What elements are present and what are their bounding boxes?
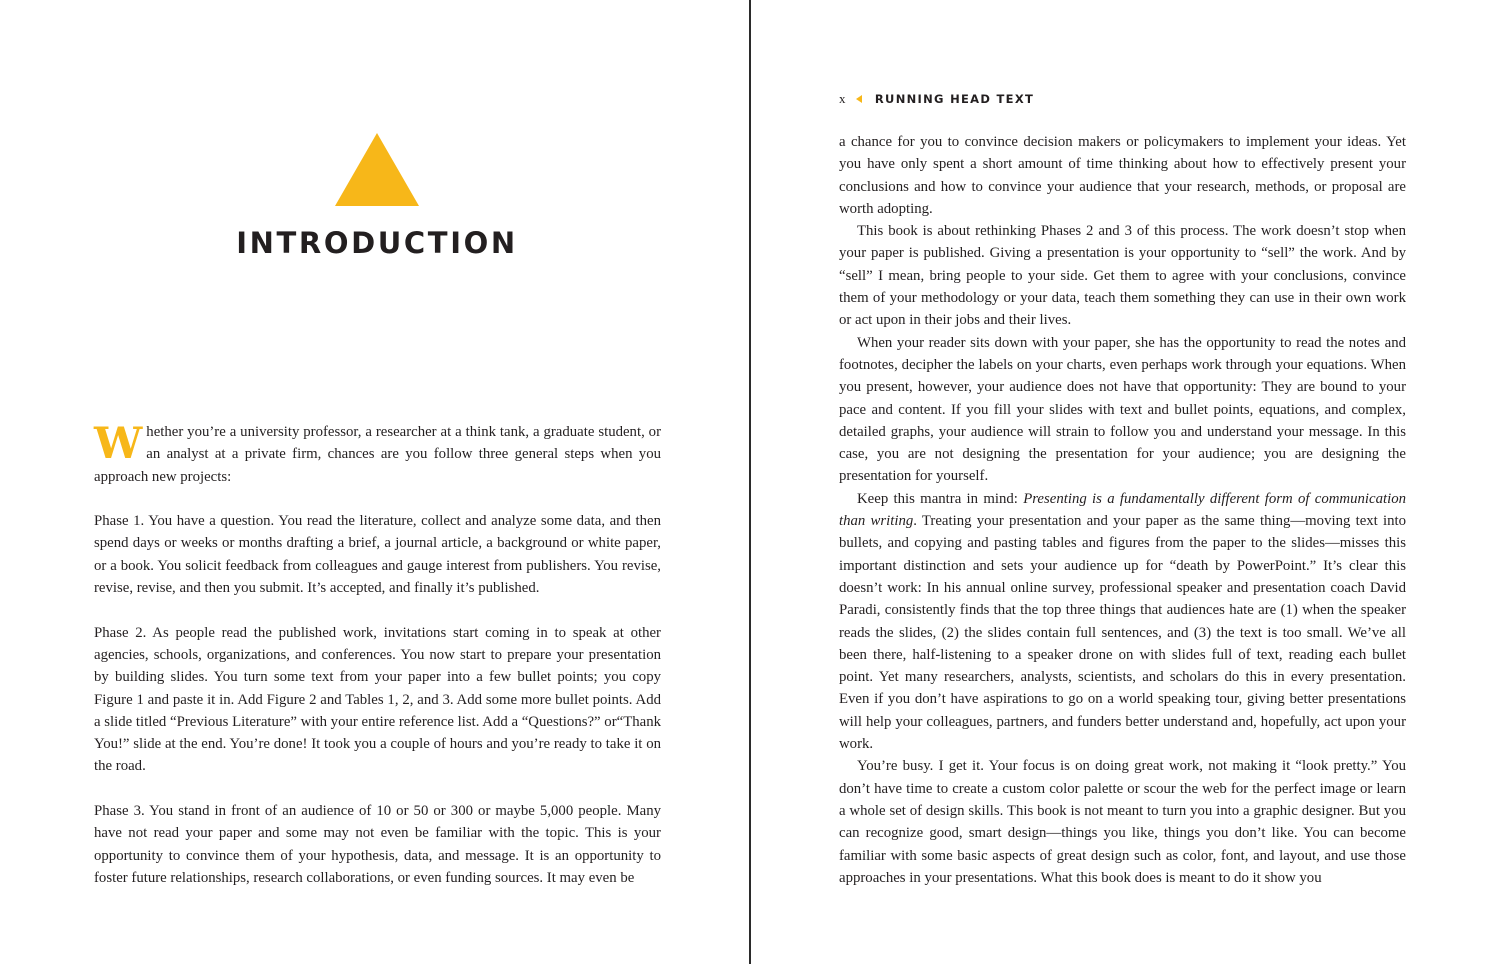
chapter-title: INTRODUCTION xyxy=(236,226,518,260)
running-head-marker-icon xyxy=(856,95,862,103)
phase-2-paragraph: Phase 2. As people read the published work, invitations start coming in to speak at other agencies, schools, organizations, and conferences. You now start to prepare your presentation by building slides. You turn some text from your paper into a few bullet points; you copy Figure 1 and paste it in. Add Figure 2 and Tables 1, 2, and 3. Add some more bullet points. Add a slide titled “Previous Literature” with your entire reference list. Add a “Questions?” or“Thank You!” slide at the end. You’re done! It took you a couple of hours and you’re ready to take it on the road. xyxy=(94,624,662,775)
running-head xyxy=(839,90,1034,108)
rethinking-paragraph: This book is about rethinking Phases 2 and 3 of this process. The work doesn’t stop when your paper is published. Giving a presentation is your opportunity to “sell” the work. And by “sell” I mean, bring people to your side. Get them to agree with your conclusions, convince them of your methodology or your data, teach them something they can use in their own work or act upon in their jobs and their lives. xyxy=(839,223,1406,329)
opening-paragraph-text: hether you’re a university professor, a researcher at a think tank, a graduate student, or an analyst at a private firm, chances are you follow three general steps when you approach new projects: xyxy=(94,424,661,485)
drop-cap: W xyxy=(94,419,143,469)
phase-3-paragraph: Phase 3. You stand in front of an audience of 10 or 50 or 300 or maybe 5,000 people. Many have not read your paper and some may not even be familiar with the topic. This is your opportunity to convince them of your hypothesis, data, and message. It is an opportunity to foster future relationships, research collaborations, or even funding sources. It may even be xyxy=(94,803,661,886)
page-number: x xyxy=(839,91,847,106)
left-page xyxy=(0,0,749,964)
mantra-paragraph xyxy=(839,488,1406,756)
left-body-text xyxy=(94,421,661,889)
opening-paragraph xyxy=(94,421,661,488)
mantra-emphasis: Presenting is a fundamentally different form of communication than writing xyxy=(839,490,1406,530)
mantra-lead: Keep this mantra in mind: xyxy=(857,490,1024,507)
closing-paragraph: You’re busy. I get it. Your focus is on doing great work, not making it “look pretty.” You don’t have time to create a custom color palette or scour the web for the perfect image or learn a whole set of design skills. This book is not meant to turn you into a graphic designer. But you can recognize good, smart design—things you like, things you don’t like. You can become familiar with some basic aspects of great design such as color, font, and layout, and use those approaches in your presentations. What this book does is meant to do it show you xyxy=(839,758,1406,886)
reader-paragraph: When your reader sits down with your paper, she has the opportunity to read the notes and footnotes, decipher the labels on your charts, even perhaps work through your equations. When you present, however, your audience does not have that opportunity: They are bound to your pace and content. If you fill your slides with text and bullet points, equations, and complex, detailed graphs, your audience will strain to follow you and understand your message. In this case, you are not designing the presentation for your audience; you are designing the presentation for yourself. xyxy=(839,334,1406,485)
phase-1-paragraph: Phase 1. You have a question. You read the literature, collect and analyze some data, and then spend days or weeks or months drafting a brief, a journal article, a background or white paper, or a book. You solicit feedback from colleagues and gauge interest from publishers. You revise, revise, revise, and then you submit. It’s accepted, and finally it’s published. xyxy=(94,513,661,597)
mantra-rest: . Treating your presentation and your paper as the same thing—moving text into bullets, and copying and pasting tables and figures from the paper to the slides—misses this important distinction and sets your audience up for “death by PowerPoint.” It’s clear this doesn’t work: In his annual online survey, professional speaker and presentation coach David Paradi, consistently finds that the top three things that audiences hate are (1) when the speaker reads the slides, (2) the slides contain full sentences, and (3) the text is too small. We’ve all been there, half-listening to a speaker drone on with slides full of text, reading each bullet point. Yet many researchers, analysts, scientists, and scholars do this in every presentation. Even if you don’t have aspirations to go on a world speaking tour, giving better presentations will help your colleagues, partners, and funders better understand and, hopefully, act upon your work. xyxy=(839,513,1407,753)
running-head-text: RUNNING HEAD TEXT xyxy=(874,92,1035,106)
continued-paragraph: a chance for you to convince decision makers or policymakers to implement your ideas. Yet you have only spent a short amount of time thinking about how to effectively present your conclusions and how to convince your audience that your research, methods, or proposal are worth adopting. xyxy=(839,134,1406,217)
triangle-icon xyxy=(335,133,419,206)
right-body-text xyxy=(839,131,1406,889)
